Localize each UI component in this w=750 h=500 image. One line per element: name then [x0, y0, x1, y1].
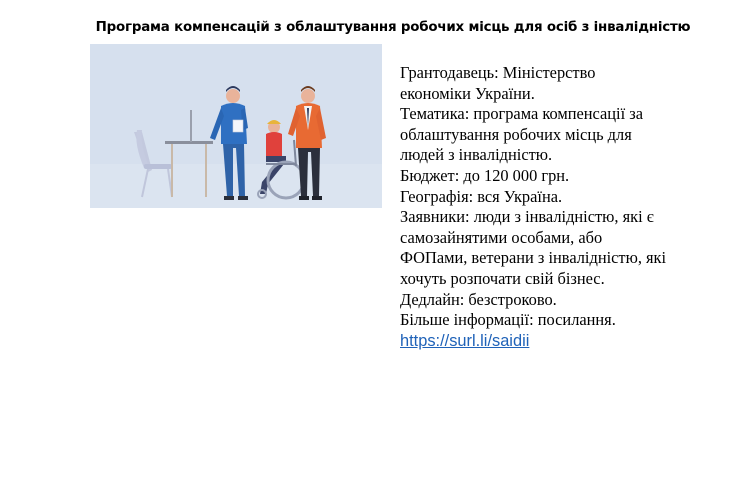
detail-line: Бюджет: до 120 000 грн. [400, 165, 570, 185]
detail-line: економіки України. [400, 83, 535, 103]
detail-line: облаштування робочих місць для [400, 124, 632, 144]
detail-line: Грантодавець: Міністерство [400, 63, 596, 82]
detail-line: ФОПами, ветерани з інвалідністю, які [400, 248, 667, 268]
detail-line: Дедлайн: безстроково. [400, 289, 557, 309]
people-workplace-illustration-icon [90, 44, 382, 208]
detail-line: самозайнятими особами, або [400, 227, 603, 247]
more-info-link[interactable]: https://surl.li/saidii [400, 331, 530, 350]
page-title: Програма компенсацій з облаштування робочих місць для осіб з інвалідністю [95, 20, 691, 35]
detail-line: Тематика: програма компенсації за [400, 104, 644, 124]
detail-line: Більше інформації: посилання. [400, 310, 616, 330]
detail-line: хочуть розпочати свій бізнес. [400, 268, 605, 288]
detail-line: Географія: вся Україна. [400, 186, 563, 206]
detail-line: людей з інвалідністю. [400, 145, 553, 165]
detail-line: Заявники: люди з інвалідністю, які є [400, 207, 654, 227]
illustration [90, 44, 382, 208]
grant-details [400, 63, 700, 351]
